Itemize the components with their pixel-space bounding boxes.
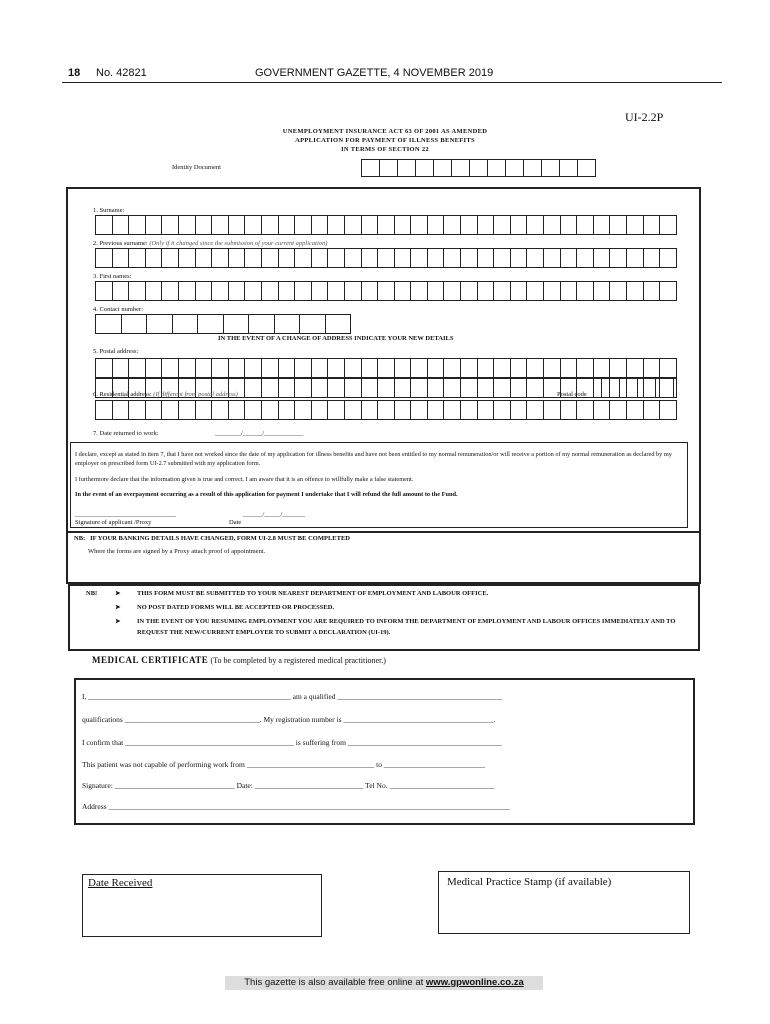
input-cell[interactable] xyxy=(626,400,644,420)
input-cell[interactable] xyxy=(460,378,478,398)
qualifications-line[interactable]: qualifications ____________________________________. My registration number is ________________________________________. xyxy=(82,715,496,724)
input-cell[interactable] xyxy=(361,215,379,235)
identity-label: Identity Document xyxy=(172,164,221,171)
input-cell[interactable] xyxy=(95,248,113,268)
input-cell[interactable] xyxy=(178,248,196,268)
input-cell[interactable] xyxy=(427,281,445,301)
postal-address-label: 5. Postal address: xyxy=(93,348,139,355)
input-cell[interactable] xyxy=(543,215,561,235)
input-cell[interactable] xyxy=(128,400,146,420)
input-cell[interactable] xyxy=(577,159,596,177)
input-cell[interactable] xyxy=(510,378,528,398)
bank-notice-box xyxy=(66,531,701,584)
input-cell[interactable] xyxy=(278,358,296,378)
date-returned-blank[interactable]: ________/______/____________ xyxy=(215,430,304,437)
input-cell[interactable] xyxy=(443,248,461,268)
input-cell[interactable] xyxy=(526,358,544,378)
gazette-title: GOVERNMENT GAZETTE, 4 NOVEMBER 2019 xyxy=(255,67,494,79)
input-cell[interactable] xyxy=(344,358,362,378)
input-cell[interactable] xyxy=(278,215,296,235)
input-cell[interactable] xyxy=(244,248,262,268)
input-cell[interactable] xyxy=(327,400,345,420)
input-cell[interactable] xyxy=(211,248,229,268)
gpwonline-link[interactable]: www.gpwonline.co.za xyxy=(425,977,524,988)
footer-banner: This gazette is also available free online at www.gpwonline.co.za xyxy=(225,976,543,990)
input-cell[interactable] xyxy=(244,400,262,420)
input-cell[interactable] xyxy=(325,314,352,334)
input-cell[interactable] xyxy=(211,215,229,235)
issue-number: No. 42821 xyxy=(96,67,147,79)
input-cell[interactable] xyxy=(576,400,594,420)
input-cell[interactable] xyxy=(510,400,528,420)
input-cell[interactable] xyxy=(244,281,262,301)
input-cell[interactable] xyxy=(619,378,638,398)
input-cell[interactable] xyxy=(637,378,656,398)
input-cell[interactable] xyxy=(659,400,677,420)
input-cell[interactable] xyxy=(394,215,412,235)
input-cell[interactable] xyxy=(211,358,229,378)
input-cell[interactable] xyxy=(477,378,495,398)
input-cell[interactable] xyxy=(410,248,428,268)
input-cell[interactable] xyxy=(161,215,179,235)
date-received-label: Date Received xyxy=(88,877,153,889)
input-cell[interactable] xyxy=(593,358,611,378)
input-cell[interactable] xyxy=(460,281,478,301)
input-cell[interactable] xyxy=(178,358,196,378)
input-cell[interactable] xyxy=(543,281,561,301)
input-cell[interactable] xyxy=(443,358,461,378)
input-cell[interactable] xyxy=(415,159,434,177)
input-cell[interactable] xyxy=(344,281,362,301)
input-cell[interactable] xyxy=(601,378,620,398)
input-cell[interactable] xyxy=(477,281,495,301)
input-cell[interactable] xyxy=(344,248,362,268)
input-cell[interactable] xyxy=(493,281,511,301)
form-title: UNEMPLOYMENT INSURANCE ACT 63 OF 2001 AS AMENDED APPLICATION FOR PAYMENT OF ILLNESS BENEFITS IN TERMS OF SECTION 22 xyxy=(282,128,488,153)
input-cell[interactable] xyxy=(443,281,461,301)
postal-code-cells[interactable] xyxy=(602,378,674,398)
input-cell[interactable] xyxy=(197,314,224,334)
input-cell[interactable] xyxy=(410,378,428,398)
input-cell[interactable] xyxy=(427,248,445,268)
input-cell[interactable] xyxy=(443,378,461,398)
input-cell[interactable] xyxy=(311,378,329,398)
input-cell[interactable] xyxy=(493,215,511,235)
input-cell[interactable] xyxy=(361,248,379,268)
input-cell[interactable] xyxy=(433,159,452,177)
date-returned-label: 7. Date returned to work: xyxy=(93,430,159,437)
input-cell[interactable] xyxy=(311,400,329,420)
input-cell[interactable] xyxy=(576,358,594,378)
residential-address-label: 6. Residential address: (If different from postal address) xyxy=(93,391,238,398)
input-cell[interactable] xyxy=(261,215,279,235)
input-cell[interactable] xyxy=(327,281,345,301)
input-cell[interactable] xyxy=(543,248,561,268)
surname-cells[interactable] xyxy=(96,215,677,235)
input-cell[interactable] xyxy=(410,358,428,378)
input-cell[interactable] xyxy=(526,281,544,301)
input-cell[interactable] xyxy=(145,358,163,378)
input-cell[interactable] xyxy=(659,281,677,301)
input-cell[interactable] xyxy=(195,248,213,268)
input-cell[interactable] xyxy=(443,400,461,420)
contact-number-label: 4. Contact number: xyxy=(93,306,144,313)
address-change-notice: IN THE EVENT OF A CHANGE OF ADDRESS INDICATE YOUR NEW DETAILS xyxy=(218,335,454,342)
input-cell[interactable] xyxy=(659,215,677,235)
input-cell[interactable] xyxy=(560,358,578,378)
input-cell[interactable] xyxy=(244,378,262,398)
input-cell[interactable] xyxy=(327,248,345,268)
input-cell[interactable] xyxy=(377,281,395,301)
input-cell[interactable] xyxy=(211,281,229,301)
input-cell[interactable] xyxy=(244,358,262,378)
declaration-date-label: Date xyxy=(229,519,242,526)
input-cell[interactable] xyxy=(128,248,146,268)
input-cell[interactable] xyxy=(655,378,674,398)
input-cell[interactable] xyxy=(559,159,578,177)
input-cell[interactable] xyxy=(294,215,312,235)
input-cell[interactable] xyxy=(95,358,113,378)
input-cell[interactable] xyxy=(228,215,246,235)
input-cell[interactable] xyxy=(377,358,395,378)
input-cell[interactable] xyxy=(95,215,113,235)
input-cell[interactable] xyxy=(410,281,428,301)
input-cell[interactable] xyxy=(609,248,627,268)
input-cell[interactable] xyxy=(278,400,296,420)
input-cell[interactable] xyxy=(172,314,199,334)
input-cell[interactable] xyxy=(178,400,196,420)
input-cell[interactable] xyxy=(510,248,528,268)
input-cell[interactable] xyxy=(145,248,163,268)
input-cell[interactable] xyxy=(510,215,528,235)
contact-number-cells[interactable] xyxy=(96,314,351,334)
input-cell[interactable] xyxy=(161,358,179,378)
input-cell[interactable] xyxy=(560,400,578,420)
input-cell[interactable] xyxy=(541,159,560,177)
surname-label: 1. Surname: xyxy=(93,207,125,214)
input-cell[interactable] xyxy=(576,281,594,301)
input-cell[interactable] xyxy=(145,215,163,235)
input-cell[interactable] xyxy=(394,248,412,268)
nb-item-1: THIS FORM MUST BE SUBMITTED TO YOUR NEAREST DEPARTMENT OF EMPLOYMENT AND LABOUR OFFICE. xyxy=(137,590,489,597)
input-cell[interactable] xyxy=(294,400,312,420)
input-cell[interactable] xyxy=(145,281,163,301)
input-cell[interactable] xyxy=(427,378,445,398)
input-cell[interactable] xyxy=(493,248,511,268)
input-cell[interactable] xyxy=(394,378,412,398)
patient-line[interactable]: I confirm that _____________________________________________ is suffering from _________________________________________ xyxy=(82,738,502,747)
input-cell[interactable] xyxy=(128,215,146,235)
postal-code-label: Postal code xyxy=(557,391,587,398)
input-cell[interactable] xyxy=(121,314,148,334)
input-cell[interactable] xyxy=(643,358,661,378)
input-cell[interactable] xyxy=(626,215,644,235)
practitioner-line[interactable]: I, ______________________________________________________ am a qualified ____________________________________________ xyxy=(82,692,503,701)
input-cell[interactable] xyxy=(609,215,627,235)
input-cell[interactable] xyxy=(593,215,611,235)
input-cell[interactable] xyxy=(477,248,495,268)
input-cell[interactable] xyxy=(460,358,478,378)
input-cell[interactable] xyxy=(311,358,329,378)
input-cell[interactable] xyxy=(377,215,395,235)
input-cell[interactable] xyxy=(643,215,661,235)
input-cell[interactable] xyxy=(161,248,179,268)
input-cell[interactable] xyxy=(510,281,528,301)
arrow-icon: ➤ xyxy=(115,590,121,597)
input-cell[interactable] xyxy=(460,215,478,235)
input-cell[interactable] xyxy=(510,358,528,378)
header-rule xyxy=(62,82,722,83)
input-cell[interactable] xyxy=(145,400,163,420)
input-cell[interactable] xyxy=(560,281,578,301)
input-cell[interactable] xyxy=(195,400,213,420)
input-cell[interactable] xyxy=(377,248,395,268)
input-cell[interactable] xyxy=(361,400,379,420)
incapacity-period-line[interactable]: This patient was not capable of performing work from __________________________________ to ___________________________ xyxy=(82,760,486,769)
input-cell[interactable] xyxy=(560,248,578,268)
input-cell[interactable] xyxy=(228,248,246,268)
input-cell[interactable] xyxy=(659,358,677,378)
bank-notice: NB: IF YOUR BANKING DETAILS HAVE CHANGED, FORM UI-2.8 MUST BE COMPLETED xyxy=(74,535,350,542)
input-cell[interactable] xyxy=(195,358,213,378)
input-cell[interactable] xyxy=(543,400,561,420)
input-cell[interactable] xyxy=(112,400,130,420)
input-cell[interactable] xyxy=(261,400,279,420)
input-cell[interactable] xyxy=(451,159,470,177)
input-cell[interactable] xyxy=(659,248,677,268)
medical-certificate-heading: MEDICAL CERTIFICATE (To be completed by a registered medical practitioner.) xyxy=(92,655,386,665)
signature-label: Signature of applicant /Proxy xyxy=(75,519,152,526)
input-cell[interactable] xyxy=(609,400,627,420)
input-cell[interactable] xyxy=(294,358,312,378)
input-cell[interactable] xyxy=(327,358,345,378)
input-cell[interactable] xyxy=(146,314,173,334)
input-cell[interactable] xyxy=(394,281,412,301)
input-cell[interactable] xyxy=(128,281,146,301)
input-cell[interactable] xyxy=(294,378,312,398)
first-names-cells[interactable] xyxy=(96,281,677,301)
input-cell[interactable] xyxy=(195,281,213,301)
input-cell[interactable] xyxy=(95,400,113,420)
input-cell[interactable] xyxy=(377,400,395,420)
input-cell[interactable] xyxy=(643,400,661,420)
input-cell[interactable] xyxy=(228,281,246,301)
input-cell[interactable] xyxy=(228,358,246,378)
nb-label: NB! xyxy=(86,590,98,597)
declaration-date-line[interactable]: ______/_____/_______ xyxy=(243,511,306,518)
declaration-text: I declare, except as stated in item 7, that I have not worked since the date of my application for illness benefits and have not been entitled to my normal remuneration/or will receive a portion of my normal remuneration as declared by my employer on prescribed form UI-2.7 submitted with my application form. xyxy=(75,451,672,467)
input-cell[interactable] xyxy=(394,400,412,420)
input-cell[interactable] xyxy=(493,358,511,378)
input-cell[interactable] xyxy=(327,378,345,398)
input-cell[interactable] xyxy=(178,215,196,235)
input-cell[interactable] xyxy=(178,281,196,301)
previous-surname-cells[interactable] xyxy=(96,248,677,268)
input-cell[interactable] xyxy=(394,358,412,378)
input-cell[interactable] xyxy=(112,358,130,378)
declaration-truth: I furthermore declare that the information given is true and correct. I am aware that it is an offence to willfully make a false statement. xyxy=(75,476,414,483)
input-cell[interactable] xyxy=(344,400,362,420)
input-cell[interactable] xyxy=(410,400,428,420)
input-cell[interactable] xyxy=(248,314,275,334)
input-cell[interactable] xyxy=(626,358,644,378)
input-cell[interactable] xyxy=(161,400,179,420)
input-cell[interactable] xyxy=(294,248,312,268)
input-cell[interactable] xyxy=(95,314,122,334)
input-cell[interactable] xyxy=(505,159,524,177)
signature-line[interactable]: _______________________________ xyxy=(75,511,176,518)
medical-stamp-label: Medical Practice Stamp (if available) xyxy=(447,876,612,888)
input-cell[interactable] xyxy=(278,378,296,398)
input-cell[interactable] xyxy=(244,215,262,235)
identity-cells[interactable] xyxy=(362,159,596,177)
input-cell[interactable] xyxy=(311,248,329,268)
input-cell[interactable] xyxy=(460,248,478,268)
input-cell[interactable] xyxy=(261,358,279,378)
input-cell[interactable] xyxy=(626,248,644,268)
nb-item-2: NO POST DATED FORMS WILL BE ACCEPTED OR PROCESSED. xyxy=(137,604,335,611)
input-cell[interactable] xyxy=(609,281,627,301)
input-cell[interactable] xyxy=(161,281,179,301)
input-cell[interactable] xyxy=(274,314,301,334)
input-cell[interactable] xyxy=(560,215,578,235)
form-code: UI-2.2P xyxy=(625,110,664,124)
input-cell[interactable] xyxy=(410,215,428,235)
page-number: 18 xyxy=(68,67,81,79)
input-cell[interactable] xyxy=(427,400,445,420)
input-cell[interactable] xyxy=(477,400,495,420)
input-cell[interactable] xyxy=(493,400,511,420)
postal-address-cells-1[interactable] xyxy=(96,358,677,378)
input-cell[interactable] xyxy=(95,281,113,301)
input-cell[interactable] xyxy=(469,159,488,177)
previous-surname-label: 2. Previous surname: (Only if it changed since the submission of your current application) xyxy=(93,240,328,247)
input-cell[interactable] xyxy=(112,281,130,301)
input-cell[interactable] xyxy=(593,400,611,420)
input-cell[interactable] xyxy=(361,159,380,177)
input-cell[interactable] xyxy=(397,159,416,177)
residential-address-cells[interactable] xyxy=(96,400,677,420)
input-cell[interactable] xyxy=(427,358,445,378)
input-cell[interactable] xyxy=(443,215,461,235)
input-cell[interactable] xyxy=(361,281,379,301)
input-cell[interactable] xyxy=(543,358,561,378)
input-cell[interactable] xyxy=(112,215,130,235)
nb-item-3: IN THE EVENT OF YOU RESUMING EMPLOYMENT YOU ARE REQUIRED TO INFORM THE DEPARTMENT OF EMPLOYMENT AND LABOUR OFFICES IMMEDIATELY AND TO REQUEST THE NEW/CURRENT EMPLOYER TO SUBMIT A DECLARATION (UI-19). xyxy=(137,618,676,636)
input-cell[interactable] xyxy=(460,400,478,420)
input-cell[interactable] xyxy=(593,281,611,301)
input-cell[interactable] xyxy=(261,281,279,301)
input-cell[interactable] xyxy=(261,378,279,398)
input-cell[interactable] xyxy=(261,248,279,268)
input-cell[interactable] xyxy=(344,378,362,398)
input-cell[interactable] xyxy=(526,378,544,398)
input-cell[interactable] xyxy=(278,248,296,268)
input-cell[interactable] xyxy=(593,248,611,268)
input-cell[interactable] xyxy=(361,378,379,398)
input-cell[interactable] xyxy=(643,281,661,301)
arrow-icon: ➤ xyxy=(115,604,121,611)
input-cell[interactable] xyxy=(427,215,445,235)
input-cell[interactable] xyxy=(377,378,395,398)
input-cell[interactable] xyxy=(195,215,213,235)
input-cell[interactable] xyxy=(477,215,495,235)
input-cell[interactable] xyxy=(576,248,594,268)
input-cell[interactable] xyxy=(228,400,246,420)
input-cell[interactable] xyxy=(299,314,326,334)
input-cell[interactable] xyxy=(211,400,229,420)
input-cell[interactable] xyxy=(643,248,661,268)
address-line[interactable]: Address ___________________________________________________________________________________________________________ xyxy=(82,802,510,811)
input-cell[interactable] xyxy=(526,215,544,235)
arrow-icon: ➤ xyxy=(115,618,121,625)
input-cell[interactable] xyxy=(311,215,329,235)
input-cell[interactable] xyxy=(361,358,379,378)
input-cell[interactable] xyxy=(523,159,542,177)
first-names-label: 3. First names: xyxy=(93,273,132,280)
input-cell[interactable] xyxy=(278,281,296,301)
input-cell[interactable] xyxy=(526,400,544,420)
input-cell[interactable] xyxy=(477,358,495,378)
proxy-notice: Where the forms are signed by a Proxy attach proof of appointment. xyxy=(88,548,266,555)
input-cell[interactable] xyxy=(626,281,644,301)
input-cell[interactable] xyxy=(379,159,398,177)
input-cell[interactable] xyxy=(609,358,627,378)
input-cell[interactable] xyxy=(128,358,146,378)
signature-date-tel-line[interactable]: Signature: ________________________________ Date: _____________________________ Tel No. ____________________________ xyxy=(82,781,495,790)
input-cell[interactable] xyxy=(327,215,345,235)
input-cell[interactable] xyxy=(311,281,329,301)
input-cell[interactable] xyxy=(112,248,130,268)
input-cell[interactable] xyxy=(223,314,250,334)
input-cell[interactable] xyxy=(344,215,362,235)
input-cell[interactable] xyxy=(493,378,511,398)
input-cell[interactable] xyxy=(576,215,594,235)
input-cell[interactable] xyxy=(294,281,312,301)
refund-undertaking: In the event of an overpayment occurring as a result of this application for payment I undertake that I will refund the full amount to the Fund. xyxy=(75,491,458,498)
input-cell[interactable] xyxy=(487,159,506,177)
input-cell[interactable] xyxy=(526,248,544,268)
